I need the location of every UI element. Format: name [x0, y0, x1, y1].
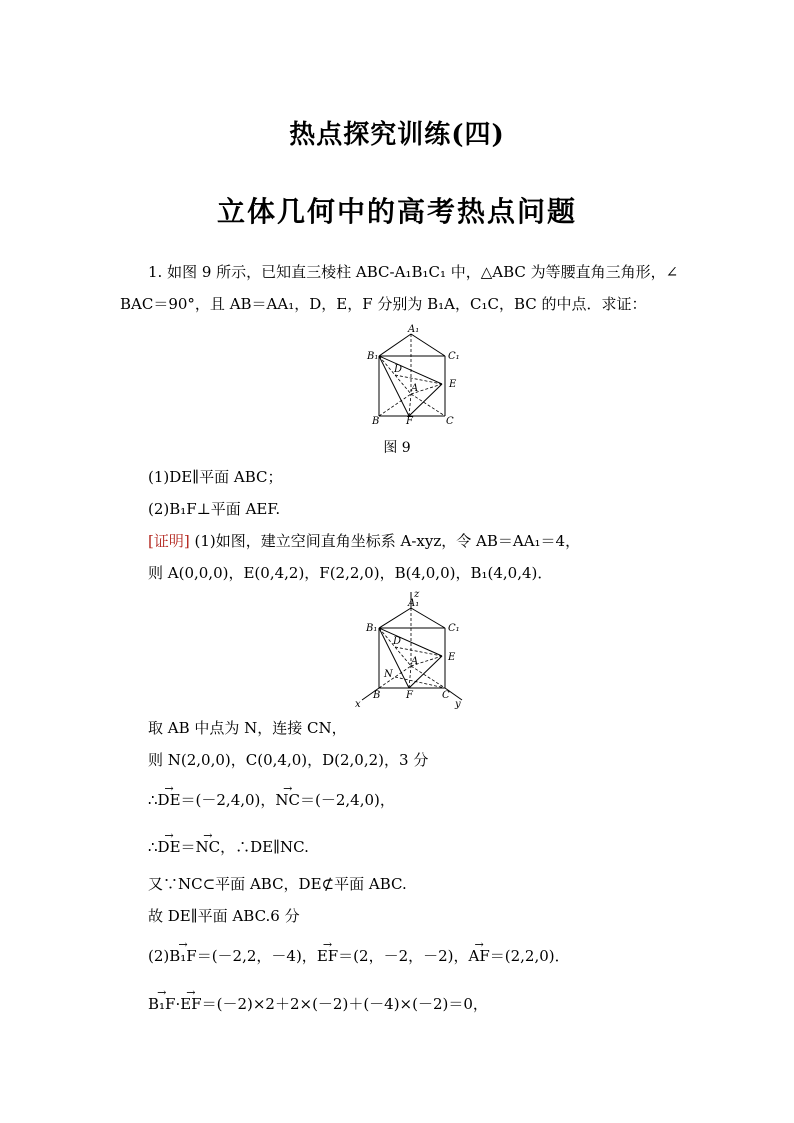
proof-line-1: [148, 531, 580, 551]
label-f: F: [406, 690, 413, 701]
label-b: B: [372, 416, 380, 427]
label-c: C: [446, 416, 454, 427]
proof-line-10: [148, 994, 488, 1014]
proof-line-4: 则 N(2,0,0)，C(0,4,0)，D(2,0,2)，3 分: [148, 751, 429, 769]
label-c1: C₁: [448, 623, 460, 634]
problem-line-1: 1. 如图 9 所示，已知直三棱柱 ABC-A₁B₁C₁ 中，△ABC 为等腰直角三角形，∠: [148, 263, 679, 281]
dot-product-symbol: ·: [175, 995, 181, 1013]
label-d: D: [394, 364, 403, 375]
prism-axes-figure: [352, 588, 472, 710]
problem-part-1: (1)DE∥平面 ABC；: [148, 468, 283, 486]
vector-de-value: ＝(－2,4,0)，: [180, 791, 276, 809]
vector-b1f-value: ＝(－2,2，－4)，: [196, 947, 317, 965]
vector-nc-value: ＝(－2,4,0)，: [300, 791, 395, 809]
problem-part-2: (2)B₁F⊥平面 AEF.: [148, 500, 281, 518]
problem-line-2: BAC＝90°，且 AB＝AA₁，D，E，F 分别为 B₁A，C₁C，BC 的中点．求证：: [120, 295, 647, 313]
therefore-symbol: ∴: [148, 838, 158, 856]
vector-b1f: → B₁F: [169, 946, 196, 966]
dot-product-result: ＝(－2)×2＋2×(－2)＋(－4)×(－2)＝0，: [201, 995, 488, 1013]
proof-line-9: [148, 946, 570, 966]
proof-line-1-text: (1)如图，建立空间直角坐标系 A-xyz，令 AB＝AA₁＝4，: [194, 532, 581, 550]
equals-sign: ＝: [180, 838, 196, 856]
label-b1: B₁: [366, 623, 378, 634]
vector-nc: → NC: [275, 790, 300, 810]
vector-ef: → EF: [180, 994, 201, 1014]
proof-line-3: 取 AB 中点为 N，连接 CN，: [148, 719, 347, 737]
therefore-symbol: ∴: [148, 791, 158, 809]
axis-label-y: y: [455, 699, 461, 710]
parallel-conclusion: ，∴DE∥NC.: [220, 838, 309, 856]
axis-label-x: x: [355, 699, 361, 710]
label-f: F: [406, 416, 413, 427]
axis-label-z: z: [414, 589, 420, 600]
vector-de: → DE: [158, 837, 181, 857]
proof-tag: [证明]: [148, 532, 190, 550]
vector-af: → AF: [469, 946, 490, 966]
label-b1: B₁: [367, 351, 379, 362]
prism-figure-9: [362, 322, 468, 428]
proof-line-6: [148, 837, 309, 857]
label-e: E: [448, 652, 456, 663]
part-2-prefix: (2): [148, 947, 170, 965]
label-a: A: [411, 656, 419, 667]
vector-ef: → EF: [317, 946, 338, 966]
page-subtitle: 立体几何中的高考热点问题: [216, 195, 577, 228]
proof-line-8: 故 DE∥平面 ABC.6 分: [148, 907, 300, 925]
proof-line-7: 又∵NC⊂平面 ABC，DE⊄平面 ABC.: [148, 875, 407, 893]
vector-nc: → NC: [196, 837, 221, 857]
label-a1: A₁: [408, 324, 420, 335]
label-a1: A₁: [408, 598, 420, 609]
figure-caption: 图 9: [383, 440, 411, 456]
label-d: D: [393, 636, 402, 647]
label-c1: C₁: [448, 351, 460, 362]
label-e: E: [449, 379, 457, 390]
vector-af-value: ＝(2,2,0)．: [489, 947, 570, 965]
label-n: N: [384, 669, 393, 680]
label-c: C: [442, 690, 450, 701]
vector-de: → DE: [158, 790, 181, 810]
proof-line-2: 则 A(0,0,0)，E(0,4,2)，F(2,2,0)，B(4,0,0)，B₁(4,0,4)．: [148, 564, 553, 582]
page-title: 热点探究训练(四): [289, 120, 505, 150]
label-a: A: [411, 383, 419, 394]
label-b: B: [373, 690, 381, 701]
vector-b1f: → B₁F: [148, 994, 175, 1014]
vector-ef-value: ＝(2，－2，－2)，: [338, 947, 469, 965]
proof-line-5: [148, 790, 395, 810]
